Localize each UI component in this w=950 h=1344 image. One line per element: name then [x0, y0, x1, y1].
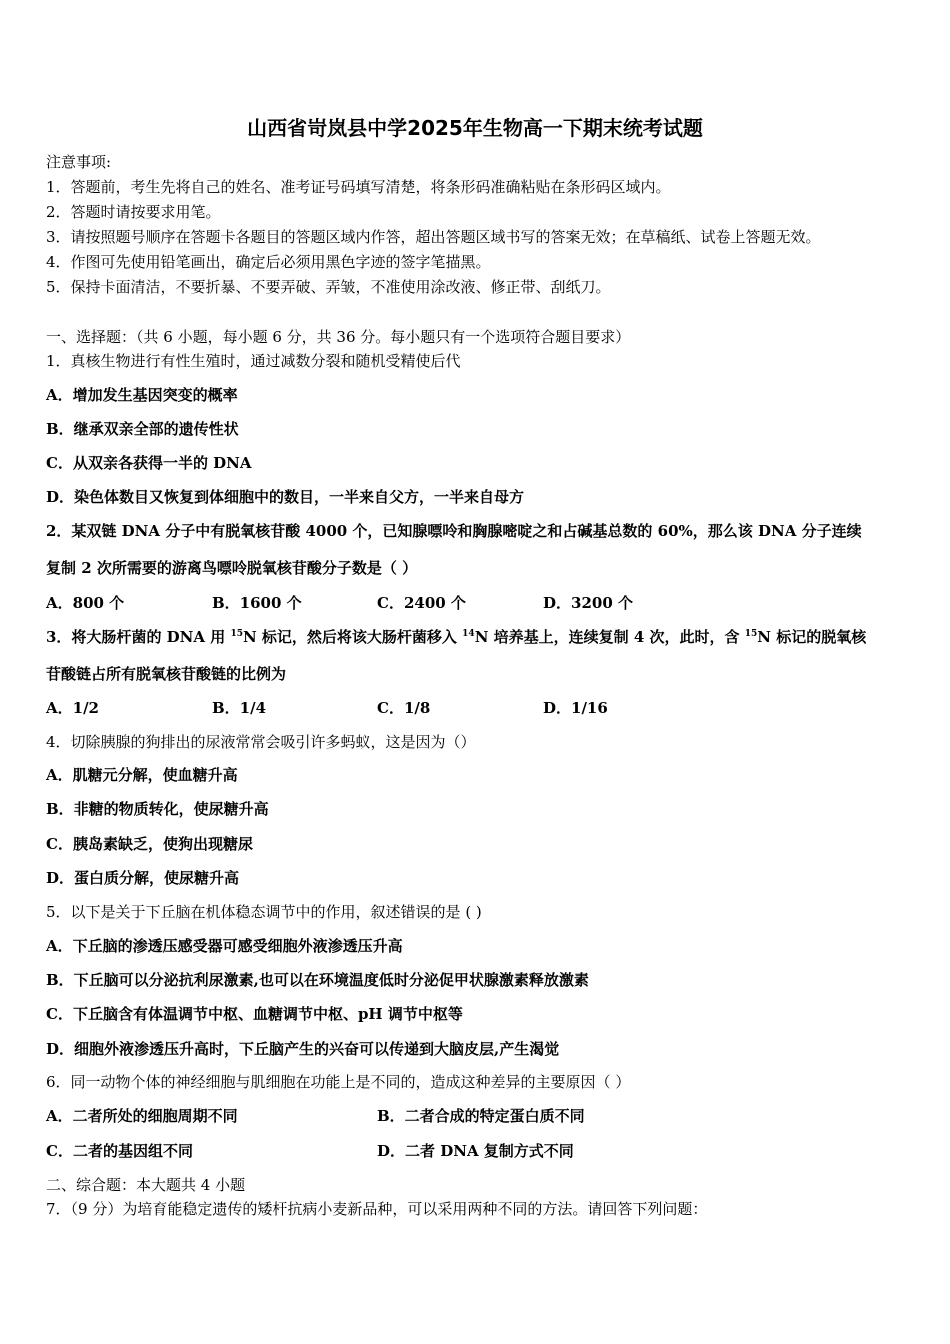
q4-option-c: C．胰岛素缺乏，使狗出现糖尿: [46, 835, 253, 853]
q2-stem-line2: 复制 2 次所需要的游离鸟嘌呤脱氧核苷酸分子数是（ ）: [46, 559, 418, 577]
q3-option-a: A．1/2: [46, 699, 99, 717]
q2-option-b: B．1600 个: [212, 594, 302, 612]
q2-stem-line1: 2．某双链 DNA 分子中有脱氧核苷酸 4000 个，已知腺嘌呤和胸腺嘧啶之和占碱基总数的 60%，那么该 DNA 分子连续: [46, 522, 862, 540]
q4-option-d: D．蛋白质分解，使尿糖升高: [46, 869, 240, 887]
section1-heading: 一、选择题：（共 6 小题，每小题 6 分，共 36 分。每小题只有一个选项符合题目要求）: [46, 328, 631, 346]
q6-option-b: B．二者合成的特定蛋白质不同: [377, 1107, 585, 1125]
q4-option-a: A．肌糖元分解，使血糖升高: [46, 766, 238, 784]
q3-stem-part-d: N 标记的脱氧核: [757, 628, 867, 646]
q3-stem-part-c: N 培养基上，连续复制 4 次，此时，含: [474, 628, 745, 646]
q1-option-c: C．从双亲各获得一半的 DNA: [46, 454, 252, 472]
q5-option-b: B．下丘脑可以分泌抗利尿激素,也可以在环境温度低时分泌促甲状腺激素释放激素: [46, 971, 589, 989]
q5-option-c: C．下丘脑含有体温调节中枢、血糖调节中枢、pH 调节中枢等: [46, 1005, 463, 1023]
page-title: 山西省岢岚县中学2025年生物高一下期末统考试题: [247, 116, 703, 140]
q5-option-d: D．细胞外液渗透压升高时，下丘脑产生的兴奋可以传递到大脑皮层,产生渴觉: [46, 1040, 560, 1058]
q3-stem-part-b: N 标记，然后将该大肠杆菌移入: [243, 628, 463, 646]
notice-item-4: 4．作图可先使用铅笔画出，确定后必须用黑色字迹的签字笔描黑。: [46, 253, 491, 271]
q4-option-b: B．非糖的物质转化，使尿糖升高: [46, 800, 269, 818]
q2-option-d: D．3200 个: [543, 594, 633, 612]
notice-heading: 注意事项:: [46, 153, 112, 171]
q1-option-a: A．增加发生基因突变的概率: [46, 386, 238, 404]
q4-stem: 4．切除胰腺的狗排出的尿液常常会吸引许多蚂蚁，这是因为（）: [46, 733, 476, 751]
q2-option-c: C．2400 个: [377, 594, 466, 612]
q3-sup-15b: 15: [744, 629, 758, 639]
q3-option-d: D．1/16: [543, 699, 608, 717]
notice-item-2: 2．答题时请按要求用笔。: [46, 203, 221, 221]
q3-option-c: C．1/8: [377, 699, 431, 717]
q6-option-c: C．二者的基因组不同: [46, 1142, 193, 1160]
section2-heading: 二、综合题：本大题共 4 小题: [46, 1176, 246, 1194]
q1-option-b: B．继承双亲全部的遗传性状: [46, 420, 239, 438]
q3-sup-14: 14: [462, 629, 475, 639]
q3-option-b: B．1/4: [212, 699, 267, 717]
notice-item-3: 3．请按照题号顺序在答题卡各题目的答题区域内作答，超出答题区域书写的答案无效；在草稿纸、试卷上答题无效。: [46, 228, 821, 246]
q2-option-a: A．800 个: [46, 594, 125, 612]
q1-option-d: D．染色体数目又恢复到体细胞中的数目，一半来自父方，一半来自母方: [46, 488, 525, 506]
q3-stem-part-a: 3．将大肠杆菌的 DNA 用: [46, 628, 231, 646]
q3-stem-line2: 苷酸链占所有脱氧核苷酸链的比例为: [46, 665, 287, 683]
q3-stem-line1: [46, 627, 866, 647]
q6-option-d: D．二者 DNA 复制方式不同: [377, 1142, 574, 1160]
notice-item-5: 5．保持卡面清洁，不要折暴、不要弄破、弄皱，不准使用涂改液、修正带、刮纸刀。: [46, 278, 611, 296]
q1-stem: 1．真核生物进行有性生殖时，通过减数分裂和随机受精使后代: [46, 352, 461, 370]
q6-option-a: A．二者所处的细胞周期不同: [46, 1107, 238, 1125]
q7-stem: 7．（9 分）为培育能稳定遗传的矮杆抗病小麦新品种，可以采用两种不同的方法。请回答下列问题：: [46, 1200, 708, 1218]
q5-stem: 5．以下是关于下丘脑在机体稳态调节中的作用，叙述错误的是 ( ): [46, 903, 482, 921]
q5-option-a: A．下丘脑的渗透压感受器可感受细胞外液渗透压升高: [46, 937, 403, 955]
q6-stem: 6．同一动物个体的神经细胞与肌细胞在功能上是不同的，造成这种差异的主要原因（ ）: [46, 1073, 631, 1091]
notice-item-1: 1．答题前，考生先将自己的姓名、准考证号码填写清楚，将条形码准确粘贴在条形码区域内。: [46, 178, 671, 196]
q3-sup-15a: 15: [230, 629, 243, 639]
